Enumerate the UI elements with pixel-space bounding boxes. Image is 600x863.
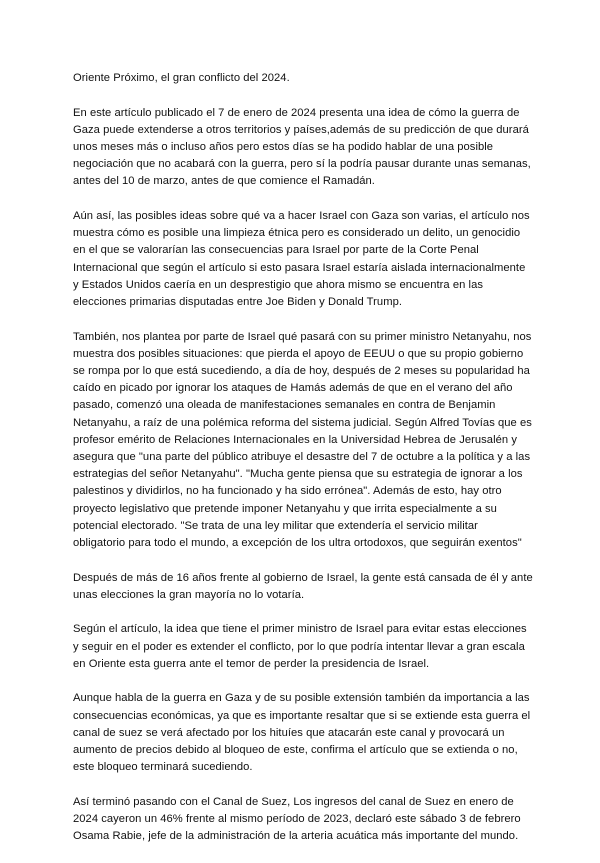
paragraph-4: Después de más de 16 años frente al gobierno de Israel, la gente está cansada de él y ante unas elecciones la gran mayoría no lo votaría. bbox=[73, 571, 533, 601]
paragraph-5: Según el artículo, la idea que tiene el primer ministro de Israel para evitar estas elecciones y seguir en el poder es extender el conflicto, por lo que podría intentar llevar a gran escala en Oriente esta guerra ante el temor de perder la presidencia de Israel. bbox=[73, 623, 527, 670]
document-body bbox=[73, 70, 533, 863]
paragraph-3: También, nos plantea por parte de Israel qué pasará con su primer ministro Netanyahu, nos muestra dos posibles situaciones: que pierda el apoyo de EEUU o que su propio gobierno se rompa por lo que está sucediendo, a día de hoy, después de 2 meses su popularidad ha caído en picado por ignorar los ataques de Hamás además de que en el verano del año pasado, comenzó una oleada de manifestaciones semanales en contra de Benjamin Netanyahu, a raíz de una polémica reforma del sistema judicial. Según Alfred Tovías que es profesor emérito de Relaciones Internacionales en la Universidad Hebrea de Jerusalén y asegura que "una parte del público atribuye el desastre del 7 de octubre a la política y a las estrategias del señor Netanyahu". "Mucha gente piensa que su estrategia de ignorar a los palestinos y dividirlos, no ha funcionado y ha sido errónea". Además de esto, hay otro proyecto legislativo que pretende imponer Netanyahu y que irrita especialmente a su potencial electorado. "Se trata de una ley militar que extendería el servicio militar obligatorio para todo el mundo, a excepción de los ultra ortodoxos, que seguirán exentos" bbox=[73, 330, 532, 550]
paragraph-6: Aunque habla de la guerra en Gaza y de su posible extensión también da importancia a las consecuencias económicas, ya que es importante resaltar que si se extiende esta guerra el canal de suez se verá afectado por los hituíes que atacarán este canal y provocará un aumento de precios debido al bloqueo de este, confirma el artículo que se extienda o no, este bloqueo terminará sucediendo. bbox=[73, 692, 531, 774]
document-title: Oriente Próximo, el gran conflicto del 2024. bbox=[73, 72, 290, 84]
paragraph-1: En este artículo publicado el 7 de enero de 2024 presenta una idea de cómo la guerra de Gaza puede extenderse a otros territorios y países,además de su predicción de que durará unos meses más o incluso años pero estos días se ha podido hablar de una posible negociación que no acabará con la guerra, pero sí la podría pausar durante unas semanas, antes del 10 de marzo, antes de que comience el Ramadán. bbox=[73, 106, 531, 188]
paragraph-7: Así terminó pasando con el Canal de Suez, Los ingresos del canal de Suez en enero de 2024 cayeron un 46% frente al mismo período de 2023, declaró este sábado 3 de febrero Osama Rabie, jefe de la administración de la arteria acuática más importante del mundo. bbox=[73, 795, 521, 843]
paragraph-2: Aún así, las posibles ideas sobre qué va a hacer Israel con Gaza son varias, el artículo nos muestra cómo es posible una limpieza étnica pero es considerado un delito, un genocidio en el que se valorarían las consecuencias para Israel por parte de la Corte Penal Internacional que según el artículo si esto pasara Israel estaría aislada internacionalmente y Estados Unidos caería en un desprestigio que ahora mismo se encuentra en las elecciones primarias disputadas entre Joe Biden y Donald Trump. bbox=[73, 210, 530, 309]
